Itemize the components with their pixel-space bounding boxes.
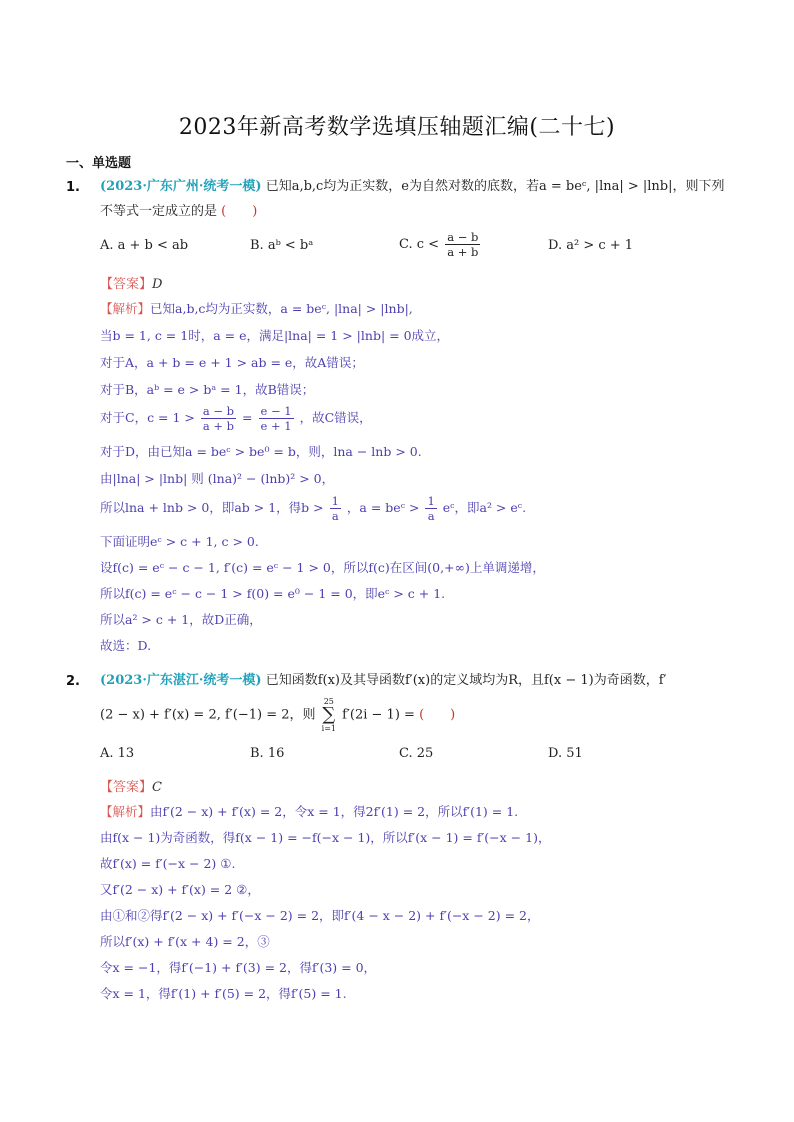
solution-line: 由|lna| > |lnb| 则 (lna)² − (lnb)² > 0， xyxy=(100,471,335,486)
option-d: D. 51 xyxy=(548,746,583,761)
question-1-number: 1. xyxy=(66,180,80,195)
solution-line: 又f′(2 − x) + f′(x) = 2 ②， xyxy=(100,882,260,897)
question-1-options xyxy=(100,230,700,260)
option-c xyxy=(399,230,482,259)
fraction xyxy=(201,404,236,433)
solution-text: 由f′(2 − x) + f′(x) = 2，令x = 1，得2f′(1) = 2，所以f′(1) = 1. xyxy=(150,804,519,819)
solution-line xyxy=(100,300,413,318)
frac-numerator: 1 xyxy=(427,494,435,508)
answer-value: C xyxy=(152,780,162,795)
frac-denominator: a xyxy=(427,509,435,523)
solution-text: 所以lna + lnb > 0，即ab > 1，得b > xyxy=(100,500,324,515)
question-1-source: (2023·广东广州·统考一模) xyxy=(100,179,262,194)
option-d: D. a² > c + 1 xyxy=(548,238,634,253)
solution-line: 令x = 1，得f′(1) + f′(5) = 2，得f′(5) = 1. xyxy=(100,986,347,1001)
frac-numerator: e − 1 xyxy=(260,404,292,418)
question-2-stem-line-2 xyxy=(100,697,455,733)
solution-text: ，a = beᶜ > xyxy=(346,500,420,515)
question-1-stem-text-2: 不等式一定成立的是 xyxy=(100,204,218,219)
question-1-stem-line-2 xyxy=(100,203,257,221)
frac-numerator: a − b xyxy=(202,404,235,418)
solution-line: 故f′(x) = f′(−x − 2) ①. xyxy=(100,856,236,871)
solution-line: 下面证明eᶜ > c + 1, c > 0. xyxy=(100,534,259,549)
frac-denominator: a xyxy=(331,509,339,523)
question-2-source: (2023·广东湛江·统考一模) xyxy=(100,673,262,688)
option-c-fraction xyxy=(445,230,480,259)
solution-line: 令x = −1，得f′(−1) + f′(3) = 2，得f′(3) = 0， xyxy=(100,960,377,975)
page-title: 2023年新高考数学选填压轴题汇编(二十七) xyxy=(178,115,616,140)
solution-text: ，故C错误， xyxy=(299,410,372,425)
solution-line: 当b = 1, c = 1时，a = e，满足|lna| = 1 > |lnb| = 0成立， xyxy=(100,328,450,343)
frac-numerator: 1 xyxy=(331,494,339,508)
question-1-stem-text: 已知a,b,c均为正实数，e为自然对数的底数，若a = beᶜ, |lna| > |lnb|，则下列 xyxy=(265,179,725,194)
solution-line xyxy=(100,404,372,433)
solution-line xyxy=(100,803,518,821)
summation-symbol xyxy=(322,697,336,733)
question-1-answer xyxy=(100,273,162,292)
question-2-number: 2. xyxy=(66,674,80,689)
solution-text: 对于C，c = 1 > xyxy=(100,410,195,425)
question-2-stem-line-1 xyxy=(100,672,666,690)
solution-label: 【解析】 xyxy=(100,804,151,819)
answer-value: D xyxy=(152,277,163,292)
answer-blank: ( ) xyxy=(419,707,456,723)
frac-numerator: a − b xyxy=(447,230,479,244)
option-b: B. aᵇ < bᵃ xyxy=(250,238,314,253)
solution-line: 所以f′(x) + f′(x + 4) = 2，③ xyxy=(100,934,270,949)
question-2-stem-text: 已知函数f(x)及其导函数f′(x)的定义域均为R，且f(x − 1)为奇函数，f′ xyxy=(265,673,667,688)
section-heading: 一、单选题 xyxy=(66,156,132,171)
solution-line: 对于B，aᵇ = e > bᵃ = 1，故B错误； xyxy=(100,382,315,397)
solution-line: 所以a² > c + 1，故D正确， xyxy=(100,612,262,627)
solution-line xyxy=(100,494,526,523)
solution-line: 对于A，a + b = e + 1 > ab = e，故A错误； xyxy=(100,355,364,370)
option-b: B. 16 xyxy=(250,746,285,761)
solution-text: = xyxy=(242,410,253,425)
option-c-prefix: C. c < xyxy=(399,237,440,252)
solution-line: 由①和②得f′(2 − x) + f′(−x − 2) = 2，即f′(4 − x − 2) + f′(−x − 2) = 2， xyxy=(100,908,540,923)
solution-text: eᶜ，即a² > eᶜ. xyxy=(442,500,527,515)
frac-denominator: e + 1 xyxy=(260,419,292,433)
solution-line: 由f(x − 1)为奇函数，得f(x − 1) = −f(−x − 1)，所以f′(x − 1) = f′(−x − 1)， xyxy=(100,830,551,845)
fraction xyxy=(259,404,294,433)
answer-label: 【答案】 xyxy=(100,277,153,292)
frac-denominator: a + b xyxy=(447,245,479,259)
fraction xyxy=(330,494,341,523)
sigma-icon: ∑ xyxy=(322,704,336,725)
answer-label: 【答案】 xyxy=(100,780,153,795)
question-2-answer xyxy=(100,776,162,795)
option-a: A. 13 xyxy=(100,746,135,761)
sum-lower-limit: i=1 xyxy=(321,724,336,733)
option-c: C. 25 xyxy=(399,746,434,761)
fraction xyxy=(425,494,436,523)
solution-line: 故选：D. xyxy=(100,638,152,653)
sum-upper-limit: 25 xyxy=(323,697,334,706)
answer-blank: ( ) xyxy=(221,204,258,219)
solution-line: 对于D，由已知a = beᶜ > be⁰ = b，则，lna − lnb > 0. xyxy=(100,444,422,459)
question-2-options xyxy=(100,746,700,768)
solution-label: 【解析】 xyxy=(100,301,151,316)
question-1-stem-line-1 xyxy=(100,178,725,196)
solution-text: 已知a,b,c均为正实数，a = beᶜ, |lna| > |lnb|, xyxy=(150,301,413,316)
solution-line: 设f(c) = eᶜ − c − 1, f′(c) = eᶜ − 1 > 0，所以f(c)在区间(0,+∞)上单调递增， xyxy=(100,560,545,575)
question-2-stem-text-3: f′(2i − 1) = xyxy=(342,707,415,723)
frac-denominator: a + b xyxy=(202,419,235,433)
option-a: A. a + b < ab xyxy=(100,238,189,253)
question-2-stem-text-2: (2 − x) + f′(x) = 2, f′(−1) = 2，则 xyxy=(100,707,316,723)
solution-line: 所以f(c) = eᶜ − c − 1 > f(0) = e⁰ − 1 = 0，即eᶜ > c + 1. xyxy=(100,586,446,601)
